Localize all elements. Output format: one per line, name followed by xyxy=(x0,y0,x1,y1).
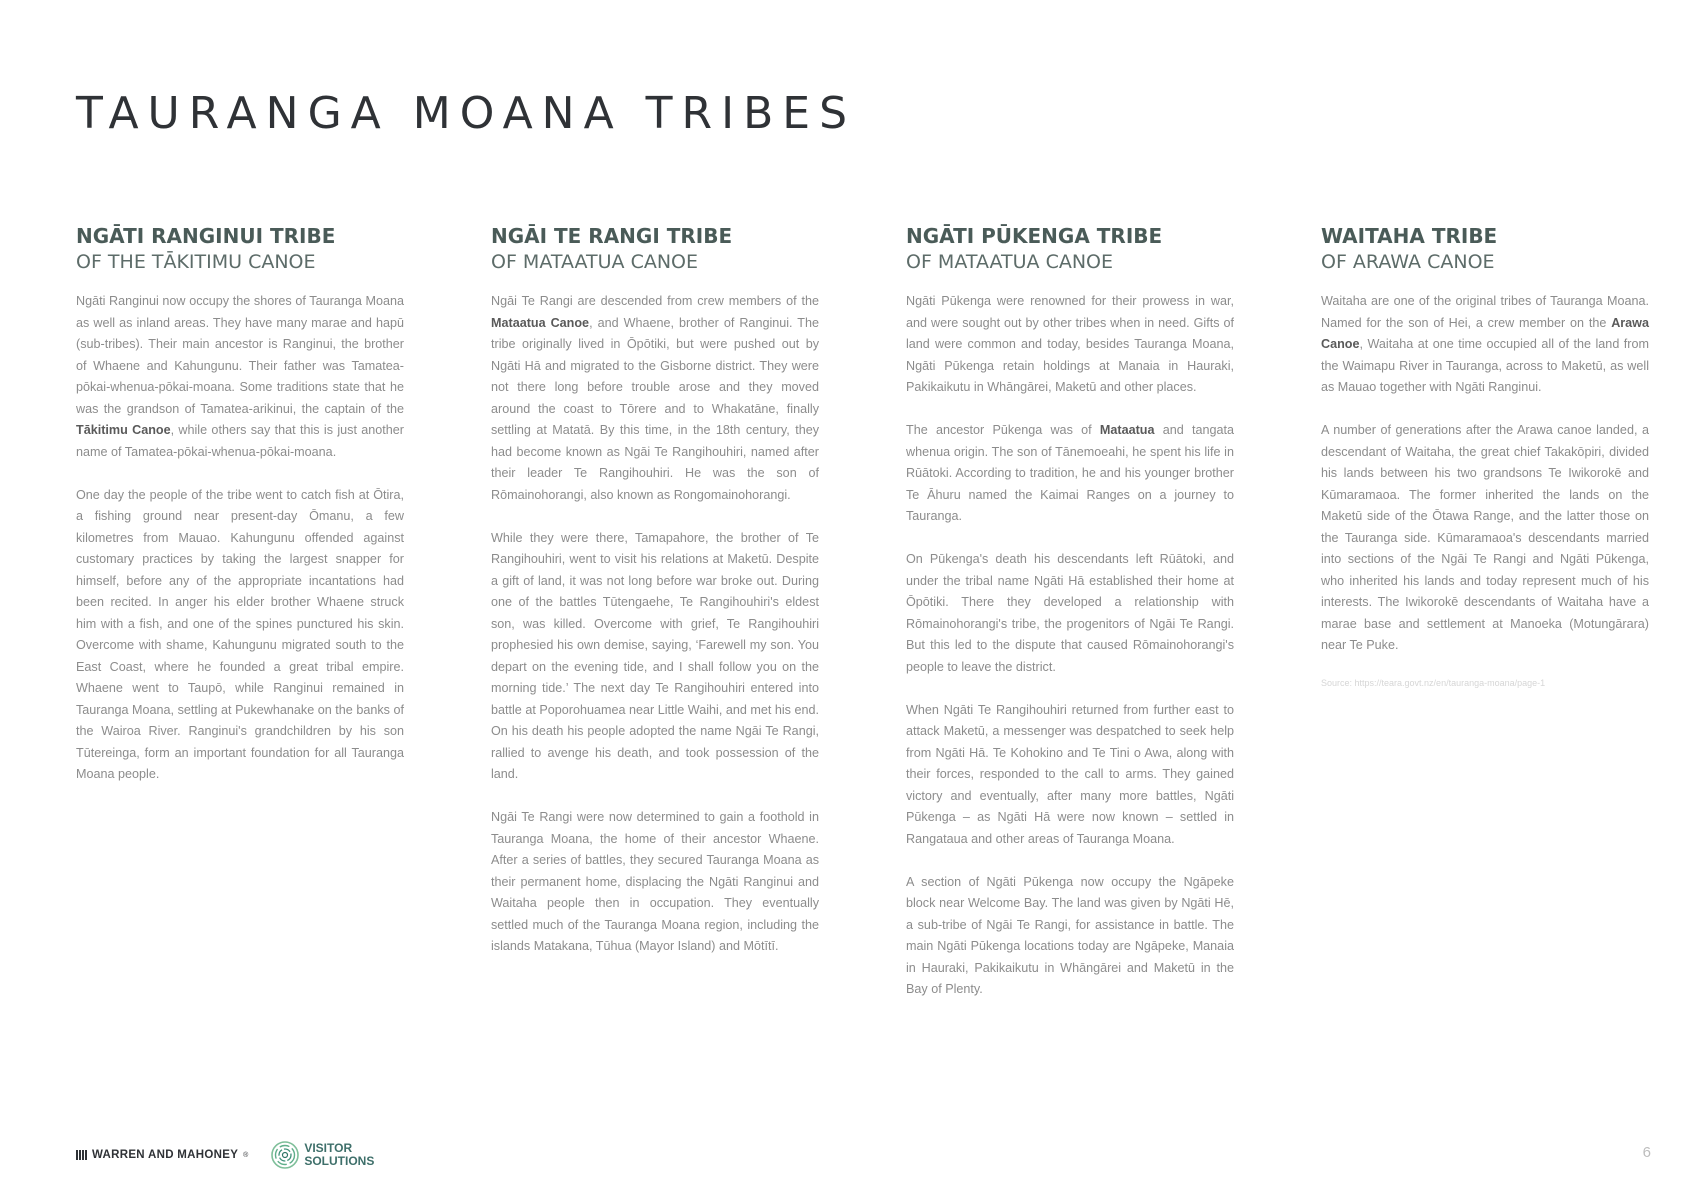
page-title: TAURANGA MOANA TRIBES xyxy=(76,88,857,139)
paragraph: When Ngāti Te Rangihouhiri returned from further east to attack Maketū, a messenger was despatched to seek help from Ngāti Hā. Te Kohokino and Te Tini o Awa, along with their forces, responded to the call to arms. They gained victory and eventually, after many more battles, Ngāti Pūkenga – as Ngāti Hā were now known – settled in Rangataua and other areas of Tauranga Moana. xyxy=(906,702,1234,846)
canoe-name: Tākitimu Canoe xyxy=(76,423,171,437)
paragraph: A section of Ngāti Pūkenga now occupy the Ngāpeke block near Welcome Bay. The land was given by Ngāti Hē, a sub-tribe of Ngāi Te Rangi, for assistance in battle. The main Ngāti Pūkenga locations today are Ngāpeke, Manaia in Hauraki, Pakikaikutu in Whāngārei and Maketū in the Bay of Plenty. xyxy=(906,874,1234,996)
warren-and-mahoney-logo xyxy=(76,1149,248,1161)
fingerprint-icon xyxy=(270,1140,300,1170)
paragraph: Ngāi Te Rangi are descended from crew members of the Mataatua Canoe, and Whaene, brother of Ranginui. The tribe originally lived in Ōpōtiki, but were pushed out by Ngāti Hā and migrated to the Gisborne district. They were not there long before trouble arose and they moved around the coast to Tōrere and to Whakatāne, finally settling at Matatā. By this time, in the 18th century, they had become known as Ngāi Te Rangihouhiri, named after their leader Te Rangihouhiri. He was the son of Rōmainohorangi, also known as Rongomainohorangi. xyxy=(491,294,820,502)
warren-and-mahoney-mark-icon xyxy=(76,1150,87,1160)
paragraph: While they were there, Tamapahore, the brother of Te Rangihouhiri, went to visit his relations at Maketū. Despite a gift of land, it was not long before war broke out. During one of the battles Tūtengaehe, Te Rangihouhiri's eldest son, was killed. Overcome with grief, Te Rangihouhiri prophesied his own demise, saying, ‘Farewell my son. You depart on the evening tide, and I shall follow you on the morning tide.’ The next day Te Rangihouhiri entered into battle at Poporohuamea near Little Waihi, and met his end. On his death his people adopted the name Ngāi Te Rangi, rallied to avenge his death, and took possession of the land. xyxy=(491,530,819,781)
paragraph: A number of generations after the Arawa canoe landed, a descendant of Waitaha, the great chief Takakōpiri, divided his lands between his two grandsons Te Iwikorokē and Kūmaramaoa. The former inherited the lands on the Maketū side of the Ōtawa Range, and the latter those on the Tauranga side. Kūmaramaoa's descendants married into sections of the Ngāi Te Rangi and Ngāti Pūkenga, who inherited his lands and today represent much of his interests. The Iwikorokē descendants of Waitaha have a marae base and settlement at Manoeka (Motungārara) near Te Puke. xyxy=(1321,423,1649,652)
footer-logos xyxy=(76,1140,374,1170)
paragraph: One day the people of the tribe went to catch fish at Ōtira, a fishing ground near present-day Ōmanu, a few kilometres from Mauao. Kahungunu offended against customary practices by taking the largest snapper for himself, before any of the appropriate incantations had been recited. In anger his elder brother Whaene struck him with a fish, and one of the spines punctured his skin. Overcome with shame, Kahungunu migrated south to the East Coast, where he founded a great tribal empire. Whaene went to Taupō, while Ranginui remained in Tauranga Moana, settling at Pukewhanake on the banks of the Wairoa River. Ranginui's grandchildren by his son Tūtereinga, form an important foundation for all Tauranga Moana people. xyxy=(76,487,404,781)
registered-mark: ® xyxy=(243,1151,249,1159)
source-citation: Source: https://teara.govt.nz/en/tauranga-moana/page-1 xyxy=(1321,678,1546,688)
warren-and-mahoney-text: WARREN AND MAHONEY xyxy=(92,1149,239,1161)
paragraph: On Pūkenga's death his descendants left Rūātoki, and under the tribal name Ngāti Hā established their home at Ōpōtiki. There they developed a relationship with Rōmainohorangi's tribe, the progenitors of Ngāi Te Rangi. But this led to the dispute that caused Rōmainohorangi's people to leave the district. xyxy=(906,552,1234,674)
paragraph: The ancestor Pūkenga was of Mataatua and tangata whenua origin. The son of Tānemoeahi, he spent his life in Rūātoki. According to tradition, he and his younger brother Te Āhuru named the Kaimai Ranges on a journey to Tauranga. xyxy=(906,423,1234,523)
tribe-canoe: OF ARAWA CANOE xyxy=(1321,251,1495,273)
paragraph: Ngāti Ranginui now occupy the shores of Tauranga Moana as well as inland areas. They have many marae and hapū (sub-tribes). Their main ancestor is Ranginui, the brother of Whaene and Kahungunu. Their father was Tamatea-pōkai-whenua-pōkai-moana. Some traditions state that he was the grandson of Tamatea-arikinui, the captain of the Tākitimu Canoe, while others say that this is just another name of Tamatea-pōkai-whenua-pōkai-moana. xyxy=(76,294,404,459)
tribe-name: NGĀTI RANGINUI TRIBE xyxy=(76,224,336,248)
tribe-name: NGĀI TE RANGI TRIBE xyxy=(491,224,733,248)
tribe-column-ngai-te-rangi xyxy=(491,224,819,979)
visitor-solutions-text: VISITOR SOLUTIONS xyxy=(304,1141,375,1168)
tribe-column-ngati-ranginui xyxy=(76,224,404,807)
visitor-solutions-logo xyxy=(270,1140,374,1170)
tribe-canoe: OF MATAATUA CANOE xyxy=(906,251,1114,273)
paragraph: Ngāi Te Rangi were now determined to gain a foothold in Tauranga Moana, the home of their ancestor Whaene. After a series of battles, they secured Tauranga Moana as their permanent home, displacing the Ngāti Ranginui and Waitaha people then in occupation. They eventually settled much of the Tauranga Moana region, including the islands Matakana, Tūhua (Mayor Island) and Mōtītī. xyxy=(491,810,819,953)
tribe-name: WAITAHA TRIBE xyxy=(1321,224,1498,248)
paragraph: Waitaha are one of the original tribes of Tauranga Moana. Named for the son of Hei, a crew member on the Arawa Canoe, Waitaha at one time occupied all of the land from the Waimapu River in Tauranga, across to Maketū, as well as Mauao together with Ngāti Ranginui. xyxy=(1321,294,1649,394)
paragraph: Ngāti Pūkenga were renowned for their prowess in war, and were sought out by other tribes when in need. Gifts of land were common and today, besides Tauranga Moana, Ngāti Pūkenga retain holdings at Manaia in Hauraki, Pakikaikutu in Whāngārei, Maketū and other places. xyxy=(906,294,1234,394)
tribe-canoe: OF THE TĀKITIMU CANOE xyxy=(76,251,316,273)
canoe-name: Mataatua xyxy=(1099,423,1155,437)
page-number: 6 xyxy=(1642,1144,1651,1161)
canoe-name: Arawa Canoe xyxy=(1321,315,1649,351)
tribe-name: NGĀTI PŪKENGA TRIBE xyxy=(906,224,1163,248)
canoe-name: Mataatua Canoe xyxy=(491,315,590,330)
tribe-column-ngati-pukenga xyxy=(906,224,1234,1022)
tribe-column-waitaha xyxy=(1321,224,1649,688)
tribe-canoe: OF MATAATUA CANOE xyxy=(491,251,699,273)
